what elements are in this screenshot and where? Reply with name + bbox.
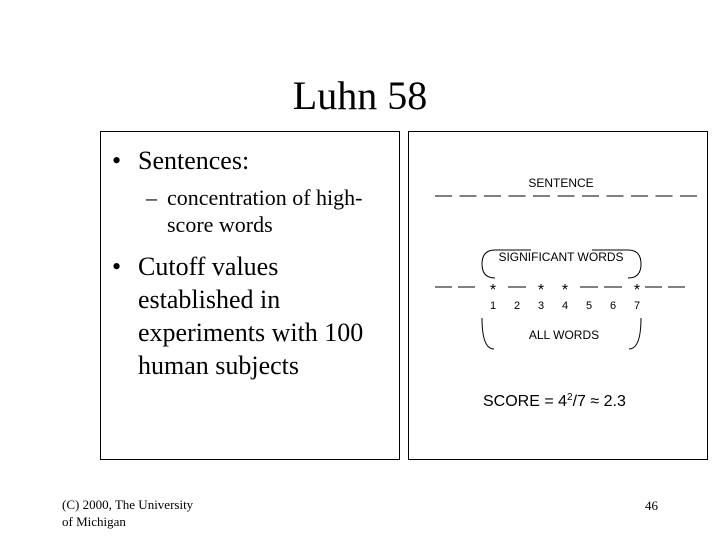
bullet-text: Sentences:: [138, 146, 250, 175]
significant-word-star: *: [537, 282, 545, 299]
word-position-number: 5: [585, 300, 593, 312]
luhn-score-diagram: [409, 132, 707, 459]
word-position-number: 3: [537, 300, 545, 312]
word-position-number: 7: [633, 300, 641, 312]
sub-bullet-text: concentration of high-score words: [167, 185, 363, 237]
score-exponent: 2: [567, 392, 573, 403]
sub-bullet-dash: –: [146, 185, 157, 210]
lower-bracket-right: [629, 318, 641, 349]
score-formula: [483, 392, 626, 410]
score-suffix: /7 ≈ 2.3: [572, 393, 626, 410]
word-position-number: 1: [489, 300, 497, 312]
bullet-dot: •: [112, 146, 122, 175]
bullet-dot: •: [112, 252, 122, 281]
word-position-number: 4: [561, 300, 569, 312]
score-prefix: SCORE = 4: [483, 393, 568, 410]
copyright-line-2: of Michigan: [62, 514, 126, 529]
significant-word-star: *: [561, 282, 569, 299]
copyright-footer: [62, 496, 222, 530]
lower-bracket-left: [482, 318, 494, 349]
significant-word-star: *: [489, 282, 497, 299]
all-words-label: ALL WORDS: [528, 328, 600, 342]
word-position-number: 2: [513, 300, 521, 312]
copyright-line-1: (C) 2000, The University: [62, 497, 194, 512]
slide-title: Luhn 58: [292, 73, 428, 118]
word-position-number: 6: [609, 300, 617, 312]
word-row: [435, 282, 685, 312]
page-number: 46: [645, 498, 658, 513]
significant-word-star: *: [633, 282, 641, 299]
bullet-text: Cutoff values established in experiments with 100 human subjects: [138, 252, 364, 380]
significant-words-label: SIGNIFICANT WORDS: [498, 250, 624, 264]
sentence-label: SENTENCE: [528, 176, 594, 190]
